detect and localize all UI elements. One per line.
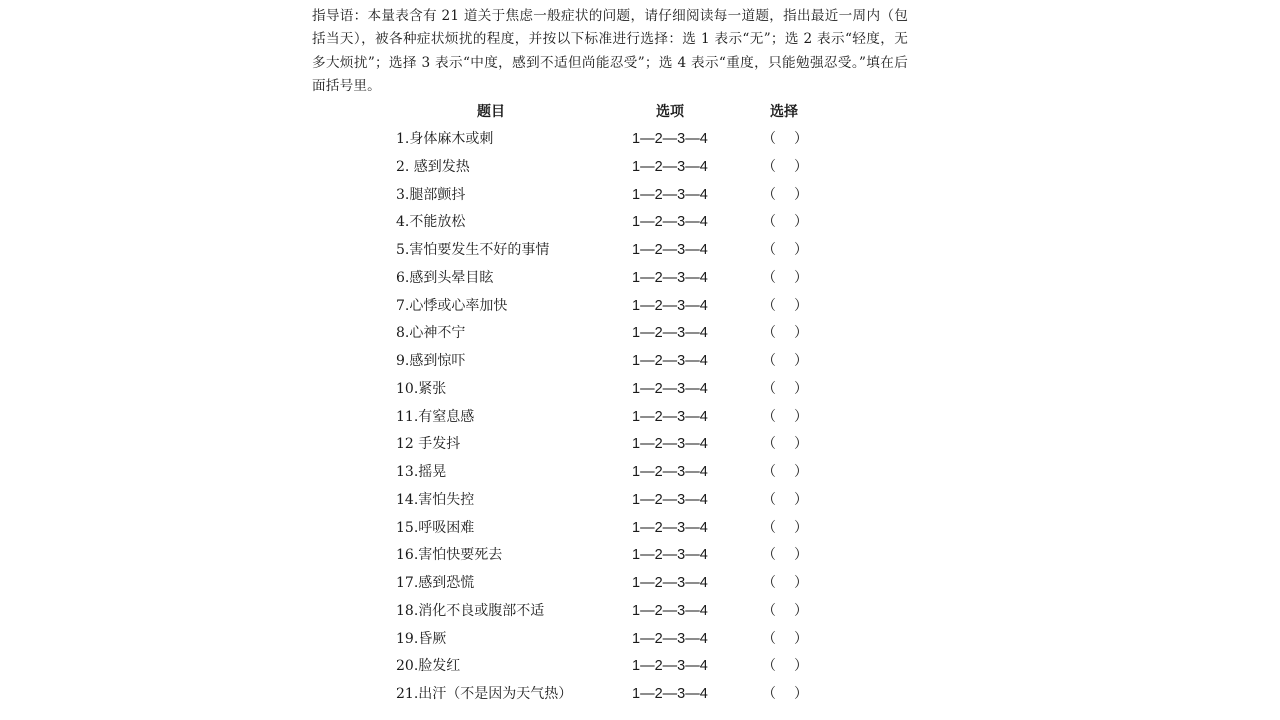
option-scale: 1—2—3—4 <box>632 630 708 647</box>
question-row <box>312 487 912 515</box>
answer-blank[interactable] <box>762 598 808 626</box>
answer-blank[interactable] <box>762 487 808 515</box>
question-row <box>312 126 912 154</box>
answer-blank[interactable] <box>762 320 808 348</box>
answer-close-paren: ） <box>794 602 808 619</box>
answer-close-paren: ） <box>794 131 808 147</box>
answer-open-paren: （ <box>762 380 776 397</box>
question-row <box>312 626 912 654</box>
question-label: 7.心悸或心率加快 <box>396 297 508 314</box>
option-scale: 1—2—3—4 <box>632 242 708 258</box>
option-scale: 1—2—3—4 <box>632 131 708 147</box>
answer-open-paren: （ <box>762 353 776 369</box>
column-header-options: 选项 <box>656 104 684 120</box>
option-scale: 1—2—3—4 <box>632 658 708 675</box>
question-label: 15.呼吸困难 <box>396 519 475 536</box>
question-label: 10.紧张 <box>396 380 447 397</box>
answer-blank[interactable] <box>762 404 808 432</box>
answer-close-paren: ） <box>794 547 808 564</box>
answer-close-paren: ） <box>794 269 808 286</box>
question-row <box>312 431 912 459</box>
answer-open-paren: （ <box>762 658 776 675</box>
answer-open-paren: （ <box>762 242 776 258</box>
option-scale: 1—2—3—4 <box>632 408 708 425</box>
question-label: 2. 感到发热 <box>396 158 470 175</box>
question-label: 17.感到恐慌 <box>396 575 475 591</box>
answer-blank[interactable] <box>762 376 808 404</box>
option-scale: 1—2—3—4 <box>632 325 708 342</box>
question-row <box>312 293 912 321</box>
option-scale: 1—2—3—4 <box>632 214 708 231</box>
answer-close-paren: ） <box>794 380 808 397</box>
question-row <box>312 154 912 182</box>
answer-close-paren: ） <box>794 575 808 591</box>
answer-close-paren: ） <box>794 630 808 647</box>
question-label: 6.感到头晕目眩 <box>396 269 494 286</box>
question-row <box>312 237 912 265</box>
answer-open-paren: （ <box>762 297 776 314</box>
answer-open-paren: （ <box>762 325 776 342</box>
answer-open-paren: （ <box>762 464 776 480</box>
option-scale: 1—2—3—4 <box>632 269 708 286</box>
answer-open-paren: （ <box>762 630 776 647</box>
answer-close-paren: ） <box>794 658 808 675</box>
answer-close-paren: ） <box>794 519 808 536</box>
option-scale: 1—2—3—4 <box>632 297 708 314</box>
answer-blank[interactable] <box>762 348 808 376</box>
answer-close-paren: ） <box>794 297 808 314</box>
answer-open-paren: （ <box>762 186 776 203</box>
option-scale: 1—2—3—4 <box>632 519 708 536</box>
question-row <box>312 265 912 293</box>
question-row <box>312 542 912 570</box>
question-row <box>312 376 912 404</box>
question-label: 3.腿部颤抖 <box>396 186 466 203</box>
answer-blank[interactable] <box>762 265 808 293</box>
question-row <box>312 598 912 626</box>
option-scale: 1—2—3—4 <box>632 491 708 508</box>
answer-open-paren: （ <box>762 436 776 453</box>
answer-blank[interactable] <box>762 431 808 459</box>
answer-open-paren: （ <box>762 602 776 619</box>
answer-close-paren: ） <box>794 214 808 231</box>
question-row <box>312 515 912 543</box>
answer-open-paren: （ <box>762 131 776 147</box>
question-label: 16.害怕快要死去 <box>396 547 503 564</box>
answer-blank[interactable] <box>762 209 808 237</box>
question-row <box>312 320 912 348</box>
question-label: 5.害怕要发生不好的事情 <box>396 242 550 258</box>
answer-close-paren: ） <box>794 491 808 508</box>
answer-open-paren: （ <box>762 491 776 508</box>
answer-open-paren: （ <box>762 158 776 175</box>
question-label: 11.有窒息感 <box>396 408 475 425</box>
question-label: 18.消化不良或腹部不适 <box>396 602 545 619</box>
question-label: 9.感到惊吓 <box>396 353 466 369</box>
answer-close-paren: ） <box>794 464 808 480</box>
question-row <box>312 681 912 709</box>
questionnaire-page <box>312 0 912 720</box>
answer-blank[interactable] <box>762 626 808 654</box>
answer-open-paren: （ <box>762 269 776 286</box>
answer-blank[interactable] <box>762 126 808 154</box>
answer-close-paren: ） <box>794 353 808 369</box>
column-header-choice: 选择 <box>770 104 798 120</box>
column-header-title: 题目 <box>477 104 505 120</box>
option-scale: 1—2—3—4 <box>632 547 708 564</box>
answer-blank[interactable] <box>762 293 808 321</box>
question-row <box>312 653 912 681</box>
answer-open-paren: （ <box>762 547 776 564</box>
instructions-text: 指导语：本量表含有 21 道关于焦虑一般症状的问题，请仔细阅读每一道题，指出最近一周内（包括当天），被各种症状烦扰的程度，并按以下标准进行选择：选 1 表示“无”；选 2 表示“轻度，无多大烦扰”；选择 3 表示“中度，感到不适但尚能忍受”；选 4 表示“重度，只能勉强忍受。”填在后面括号里。 <box>312 8 908 95</box>
option-scale: 1—2—3—4 <box>632 380 708 397</box>
option-scale: 1—2—3—4 <box>632 575 708 591</box>
question-row <box>312 404 912 432</box>
option-scale: 1—2—3—4 <box>632 602 708 619</box>
question-label: 1.身体麻木或刺 <box>396 131 494 147</box>
question-label: 4.不能放松 <box>396 214 466 231</box>
option-scale: 1—2—3—4 <box>632 353 708 369</box>
answer-open-paren: （ <box>762 408 776 425</box>
answer-open-paren: （ <box>762 575 776 591</box>
question-row <box>312 209 912 237</box>
question-label: 21.出汗（不是因为天气热） <box>396 686 573 702</box>
answer-blank[interactable] <box>762 182 808 210</box>
question-label: 19.昏厥 <box>396 630 447 647</box>
question-row <box>312 459 912 487</box>
question-label: 14.害怕失控 <box>396 491 475 508</box>
option-scale: 1—2—3—4 <box>632 686 708 702</box>
answer-close-paren: ） <box>794 408 808 425</box>
question-label: 13.摇晃 <box>396 464 447 480</box>
question-label: 20.脸发红 <box>396 658 461 675</box>
option-scale: 1—2—3—4 <box>632 464 708 480</box>
answer-close-paren: ） <box>794 686 808 702</box>
question-label: 8.心神不宁 <box>396 325 466 342</box>
answer-close-paren: ） <box>794 158 808 175</box>
answer-open-paren: （ <box>762 519 776 536</box>
option-scale: 1—2—3—4 <box>632 158 708 175</box>
question-list <box>312 126 912 709</box>
answer-blank[interactable] <box>762 681 808 709</box>
answer-blank[interactable] <box>762 653 808 681</box>
question-row <box>312 348 912 376</box>
answer-open-paren: （ <box>762 686 776 702</box>
answer-blank[interactable] <box>762 515 808 543</box>
question-label: 12 手发抖 <box>396 436 461 453</box>
answer-blank[interactable] <box>762 154 808 182</box>
option-scale: 1—2—3—4 <box>632 186 708 203</box>
question-row <box>312 570 912 598</box>
question-row <box>312 182 912 210</box>
answer-blank[interactable] <box>762 237 808 265</box>
option-scale: 1—2—3—4 <box>632 436 708 453</box>
answer-close-paren: ） <box>794 186 808 203</box>
answer-blank[interactable] <box>762 570 808 598</box>
answer-blank[interactable] <box>762 542 808 570</box>
answer-close-paren: ） <box>794 325 808 342</box>
answer-close-paren: ） <box>794 242 808 258</box>
answer-close-paren: ） <box>794 436 808 453</box>
answer-open-paren: （ <box>762 214 776 231</box>
answer-blank[interactable] <box>762 459 808 487</box>
